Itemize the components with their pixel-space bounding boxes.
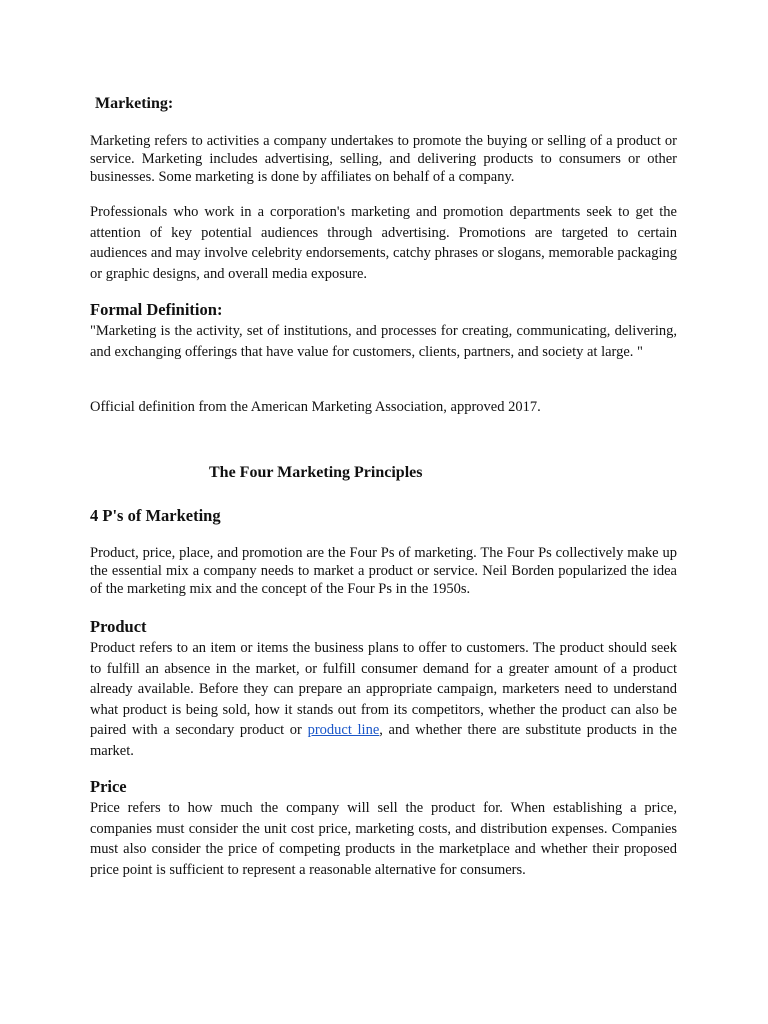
professionals-paragraph: Professionals who work in a corporation's marketing and promotion departments seek to get the attention of key potential audiences through advertising. Promotions are targeted to certain audiences and may involve celebrity endorsements, catchy phrases or slogans, memorable packaging or graphic designs, and overall media exposure.	[90, 204, 677, 282]
price-paragraph: Price refers to how much the company will sell the product for. When establishing a price, companies must consider the unit cost price, marketing costs, and distribution expenses. Companies must also consider the price of competing products in the marketplace and whether their proposed price point is sufficient to represent a reasonable alternative for consumers.	[90, 800, 677, 878]
product-paragraph	[90, 638, 677, 761]
four-ps-paragraph: Product, price, place, and promotion are the Four Ps of marketing. The Four Ps collectively make up the essential mix a company needs to market a product or service. Neil Borden popularized the idea of the marketing mix and the concept of the Four Ps in the 1950s.	[90, 545, 677, 597]
four-ps-heading: 4 P's of Marketing	[90, 506, 221, 525]
formal-definition-quote: "Marketing is the activity, set of institutions, and processes for creating, communicating, delivering, and exchanging offerings that have value for customers, clients, partners, and society at large. "	[90, 323, 677, 360]
product-heading: Product	[90, 617, 147, 636]
formal-definition-heading: Formal Definition:	[90, 300, 223, 319]
marketing-heading: Marketing:	[95, 95, 174, 112]
intro-paragraph: Marketing refers to activities a company undertakes to promote the buying or selling of a product or service. Marketing includes advertising, selling, and delivering products to consumers or other businesses. Some marketing is done by affiliates on behalf of a company.	[90, 133, 677, 185]
principles-title: The Four Marketing Principles	[209, 464, 423, 481]
product-line-link[interactable]: product line	[307, 722, 380, 738]
price-heading: Price	[90, 777, 127, 796]
product-paragraph-text-start: Product refers to an item or items the business plans to offer to customers. The product should seek to fulfill an absence in the market, or fulfill consumer demand for a greater amount of a product already available. Before they can prepare an appropriate campaign, marketers need to understand what product is being sold, how it stands out from its competitors, whether the product can also be paired with a secondary product or	[90, 640, 677, 738]
product-paragraph-text-end: , and whether there are substitute products in the market.	[90, 722, 677, 759]
official-definition-note: Official definition from the American Marketing Association, approved 2017.	[90, 399, 541, 415]
